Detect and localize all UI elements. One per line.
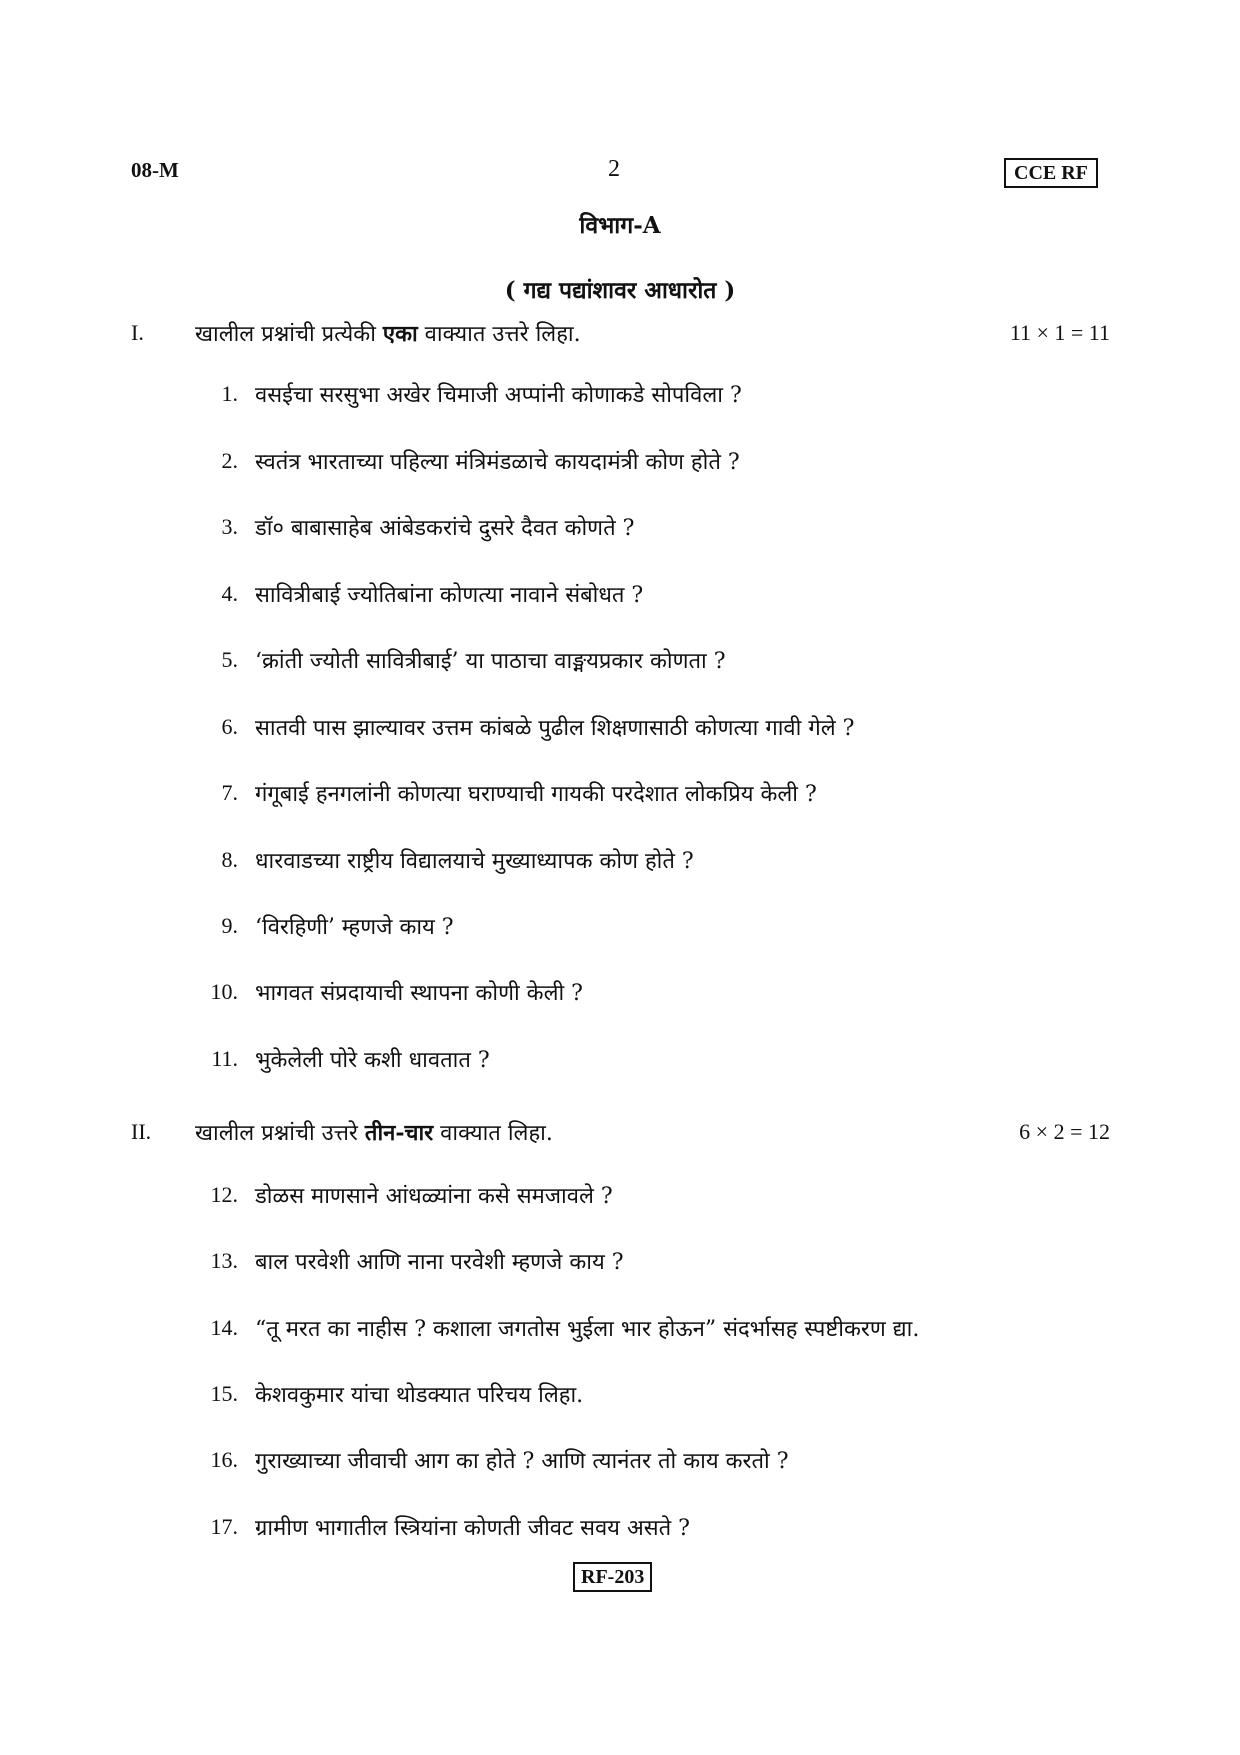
question-item bbox=[0, 1313, 1240, 1353]
question-number: 8. bbox=[221, 847, 238, 872]
question-number: 11. bbox=[211, 1046, 238, 1071]
question-number: 2. bbox=[221, 448, 238, 473]
group-number: II. bbox=[131, 1119, 152, 1144]
question-text: गुराख्याच्या जीवाची आग का होते ? आणि त्यानंतर तो काय करतो ? bbox=[255, 1449, 789, 1474]
question-text: केशवकुमार यांचा थोडक्यात परिचय लिहा. bbox=[255, 1383, 584, 1408]
group-marks: 6 × 2 = 12 bbox=[1019, 1119, 1110, 1144]
question-text: बाल परवेशी आणि नाना परवेशी म्हणजे काय ? bbox=[255, 1250, 624, 1275]
question-text: गंगूबाई हनगलांनी कोणत्या घराण्याची गायकी परदेशात लोकप्रिय केली ? bbox=[255, 782, 817, 807]
question-text: भुकेलेली पोरे कशी धावतात ? bbox=[255, 1048, 490, 1073]
question-item bbox=[0, 1246, 1240, 1286]
question-number: 12. bbox=[210, 1182, 238, 1207]
paper-code: 08-M bbox=[131, 158, 179, 182]
question-text: धारवाडच्या राष्ट्रीय विद्यालयाचे मुख्याध्यापक कोण होते ? bbox=[255, 849, 694, 874]
question-item bbox=[0, 1180, 1240, 1220]
question-number: 5. bbox=[221, 647, 238, 672]
question-item bbox=[0, 579, 1240, 619]
page-number: 2 bbox=[608, 156, 620, 182]
instruction-text: खालील प्रश्नांची उत्तरे bbox=[195, 1121, 365, 1146]
instruction-text: वाक्यात उत्तरे लिहा. bbox=[417, 322, 581, 347]
question-item bbox=[0, 778, 1240, 818]
question-item bbox=[0, 911, 1240, 951]
question-item bbox=[0, 379, 1240, 419]
section-subtitle: ( गद्य पद्यांशावर आधारोत ) bbox=[504, 277, 736, 304]
question-number: 3. bbox=[221, 514, 238, 539]
question-text: भागवत संप्रदायाची स्थापना कोणी केली ? bbox=[255, 981, 583, 1006]
question-number: 17. bbox=[210, 1514, 238, 1539]
question-number: 16. bbox=[210, 1447, 238, 1472]
question-item bbox=[0, 446, 1240, 486]
question-text: “तू मरत का नाहीस ? कशाला जगतोस भुईला भार होऊन” संदर्भासह स्पष्टीकरण द्या. bbox=[255, 1317, 920, 1342]
instruction-emphasis: तीन-चार bbox=[364, 1120, 434, 1146]
footer-code-badge: RF-203 bbox=[573, 1562, 652, 1592]
group-marks: 11 × 1 = 11 bbox=[1009, 320, 1110, 345]
question-text: ‘क्रांती ज्योती सावित्रीबाई’ या पाठाचा वाङ्मयप्रकार कोणता ? bbox=[255, 649, 726, 674]
question-item bbox=[0, 512, 1240, 552]
question-number: 13. bbox=[210, 1248, 238, 1273]
question-text: डोळस माणसाने आंधळ्यांना कसे समजावले ? bbox=[255, 1184, 613, 1209]
question-text: ‘विरहिणी’ म्हणजे काय ? bbox=[255, 915, 454, 940]
series-badge: CCE RF bbox=[1004, 158, 1098, 188]
question-item bbox=[0, 1445, 1240, 1485]
question-item bbox=[0, 1379, 1240, 1419]
question-number: 15. bbox=[210, 1381, 238, 1406]
instruction-emphasis: एका bbox=[382, 321, 418, 347]
question-text: ग्रामीण भागातील स्त्रियांना कोणती जीवट सवय असते ? bbox=[255, 1516, 690, 1541]
instruction-text: खालील प्रश्नांची प्रत्येकी bbox=[195, 322, 383, 347]
question-number: 10. bbox=[210, 979, 238, 1004]
question-number: 7. bbox=[221, 780, 238, 805]
question-number: 14. bbox=[210, 1315, 238, 1340]
question-number: 6. bbox=[221, 714, 238, 739]
question-text: सावित्रीबाई ज्योतिबांना कोणत्या नावाने संबोधत ? bbox=[255, 583, 644, 608]
question-item bbox=[0, 845, 1240, 885]
question-item bbox=[0, 1044, 1240, 1084]
question-number: 1. bbox=[221, 381, 238, 406]
question-item bbox=[0, 645, 1240, 685]
question-item bbox=[0, 712, 1240, 752]
question-text: डॉ० बाबासाहेब आंबेडकरांचे दुसरे दैवत कोणते ? bbox=[255, 516, 635, 541]
question-text: वसईचा सरसुभा अखेर चिमाजी अप्पांनी कोणाकडे सोपविला ? bbox=[255, 383, 742, 408]
group-instruction bbox=[195, 318, 581, 348]
question-text: सातवी पास झाल्यावर उत्तम कांबळे पुढील शिक्षणासाठी कोणत्या गावी गेले ? bbox=[255, 716, 855, 741]
question-text: स्वतंत्र भारताच्या पहिल्या मंत्रिमंडळाचे कायदामंत्री कोण होते ? bbox=[255, 450, 740, 475]
question-item bbox=[0, 1512, 1240, 1552]
group-instruction bbox=[195, 1117, 553, 1147]
question-number: 4. bbox=[221, 581, 238, 606]
question-item bbox=[0, 977, 1240, 1017]
group-number: I. bbox=[131, 320, 144, 345]
question-number: 9. bbox=[221, 913, 238, 938]
section-title: विभाग-A bbox=[579, 212, 661, 239]
instruction-text: वाक्यात लिहा. bbox=[433, 1121, 553, 1146]
